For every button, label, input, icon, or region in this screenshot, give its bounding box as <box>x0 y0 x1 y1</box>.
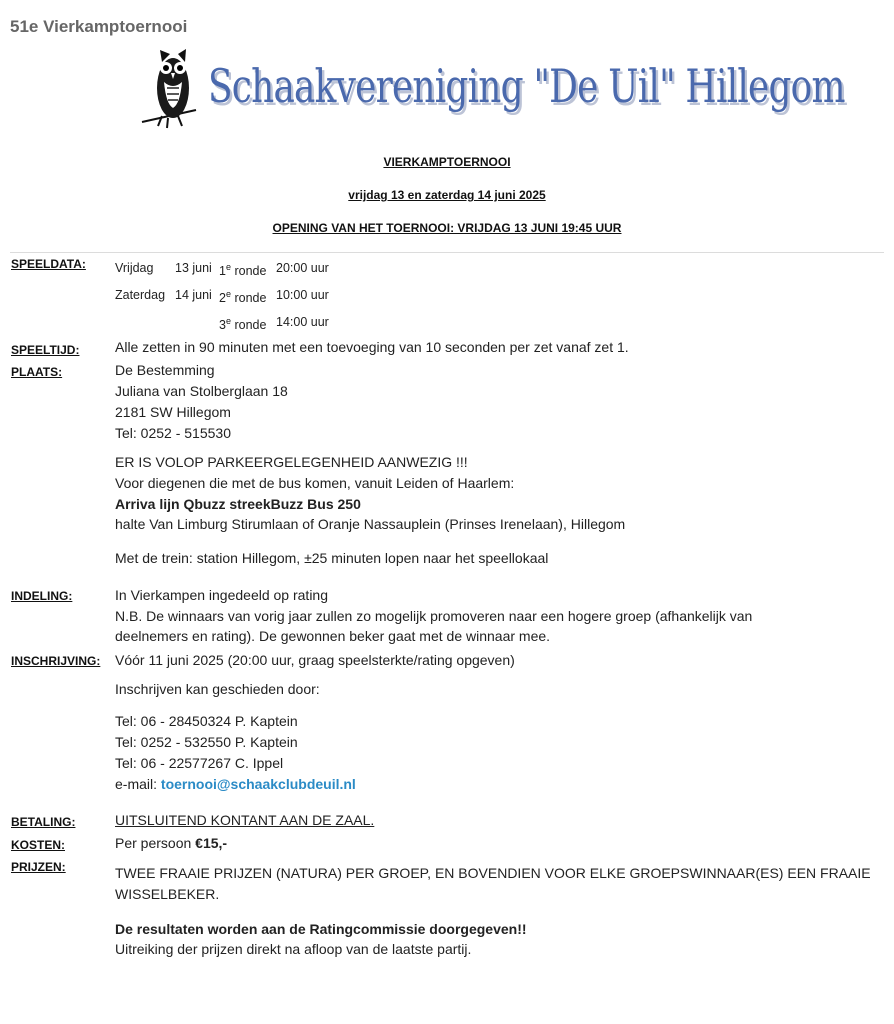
label-prijzen: PRIJZEN: <box>11 860 66 874</box>
label-inschrijving: INSCHRIJVING: <box>11 654 101 668</box>
schedule-round: 3e ronde <box>219 316 267 333</box>
prizes-line1: TWEE FRAAIE PRIJZEN (NATURA) PER GROEP, EN BOVENDIEN VOOR ELKE GROEPSWINNAAR(ES) EEN FRAAIE <box>115 865 871 881</box>
contact-phone: Tel: 06 - 28450324 P. Kaptein <box>115 713 298 729</box>
opening-time: OPENING VAN HET TOERNOOI: VRIJDAG 13 JUNI 19:45 UUR <box>272 221 622 235</box>
schedule-day: Zaterdag <box>115 288 166 302</box>
bus-stop: halte Van Limburg Stirumlaan of Oranje Nassauplein (Prinses Irenelaan), Hillegom <box>115 516 626 532</box>
train-note: Met de trein: station Hillegom, ±25 minuten lopen naar het speellokaal <box>115 550 549 566</box>
label-plaats: PLAATS: <box>11 365 63 379</box>
label-speeldata: SPEELDATA: <box>11 257 86 271</box>
owl-icon <box>140 48 200 134</box>
registration-how: Inschrijven kan geschieden door: <box>115 681 320 697</box>
email-prefix: e-mail: <box>115 776 161 792</box>
prizes-line2: WISSELBEKER. <box>115 886 220 902</box>
speeltijd-text: Alle zetten in 90 minuten met een toevoeging van 10 seconden per zet vanaf zet 1. <box>115 339 629 355</box>
contact-phone: Tel: 06 - 22577267 C. Ippel <box>115 755 284 771</box>
venue-street: Juliana van Stolberglaan 18 <box>115 383 288 399</box>
contact-phone: Tel: 0252 - 532550 P. Kaptein <box>115 734 298 750</box>
payment-text: UITSLUITEND KONTANT AAN DE ZAAL. <box>115 812 375 828</box>
prize-ceremony: Uitreiking der prijzen direkt na afloop van de laatste partij. <box>115 941 472 957</box>
registration-deadline: Vóór 11 juni 2025 (20:00 uur, graag speelsterkte/rating opgeven) <box>115 652 515 668</box>
venue-city: 2181 SW Hillegom <box>115 404 231 420</box>
email-link[interactable]: toernooi@schaakclubdeuil.nl <box>160 776 356 792</box>
venue-name: De Bestemming <box>115 362 215 378</box>
schedule-time: 10:00 uur <box>276 288 329 302</box>
label-betaling: BETALING: <box>11 815 76 829</box>
schedule-round: 1e ronde <box>219 262 267 279</box>
schedule-round: 2e ronde <box>219 289 267 306</box>
schedule-date: 14 juni <box>175 288 212 302</box>
cost-text: Per persoon €15,- <box>115 835 228 851</box>
indeling-line3: deelnemers en rating). De gewonnen beker gaat met de winnaar mee. <box>115 628 551 644</box>
rating-note: De resultaten worden aan de Ratingcommissie doorgegeven!! <box>115 921 527 937</box>
bus-line: Arriva lijn Qbuzz streekBuzz Bus 250 <box>115 496 361 512</box>
label-speeltijd: SPEELTIJD: <box>11 343 80 357</box>
schedule-date: 13 juni <box>175 261 212 275</box>
contact-email-row <box>115 774 356 795</box>
bus-intro: Voor diegenen die met de bus komen, vanuit Leiden of Haarlem: <box>115 475 515 491</box>
venue-phone: Tel: 0252 - 515530 <box>115 425 231 441</box>
indeling-line2: N.B. De winnaars van vorig jaar zullen zo mogelijk promoveren naar een hogere groep (afhankelijk van <box>115 608 753 624</box>
parking-note: ER IS VOLOP PARKEERGELEGENHEID AANWEZIG !!! <box>115 454 468 470</box>
label-indeling: INDELING: <box>11 589 73 603</box>
tournament-dates: vrijdag 13 en zaterdag 14 juni 2025 <box>348 188 546 202</box>
club-name: Schaakvereniging "De Uil" Hillegom <box>208 59 845 113</box>
club-banner <box>140 46 845 132</box>
schedule-time: 20:00 uur <box>276 261 329 275</box>
cost-amount: €15,- <box>195 835 228 851</box>
divider <box>10 252 884 253</box>
page-title: 51e Vierkamptoernooi <box>10 17 188 36</box>
label-kosten: KOSTEN: <box>11 838 65 852</box>
schedule-day: Vrijdag <box>115 261 154 275</box>
tournament-title: VIERKAMPTOERNOOI <box>383 155 511 169</box>
indeling-line1: In Vierkampen ingedeeld op rating <box>115 587 329 603</box>
schedule-time: 14:00 uur <box>276 315 329 329</box>
